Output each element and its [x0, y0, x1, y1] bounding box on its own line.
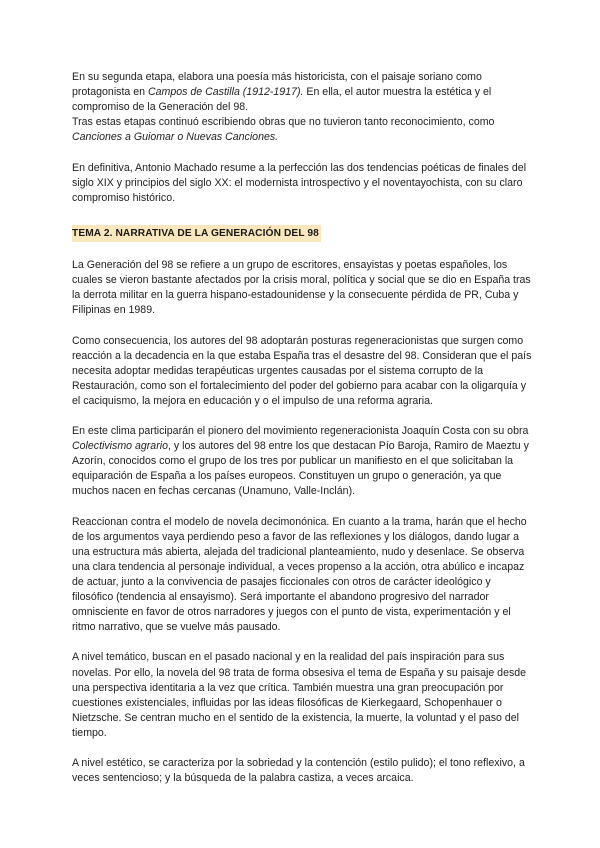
paragraph-regeneracionismo: Como consecuencia, los autores del 98 adoptarán posturas regeneracionistas que surgen como reacción a la decadencia en la que estaba España tras el desastre del 98. Consideran que el país necesita adoptar medidas terapéuticas urgentes causadas por el sistema corrupto de la Restauración, como son el fortalecimiento del poder del gobierno para acabar con la oligarquía y el caciquismo, la mejora en educación y o el impulso de una reforma agraria. [72, 334, 532, 407]
paragraph-en-definitiva: En definitiva, Antonio Machado resume a la perfección las dos tendencias poéticas de finales del siglo XIX y principios del siglo XX: el modernista introspectivo y el noventayochista, con su claro compromiso histórico. [72, 161, 527, 204]
paragraph-nivel-tematico: A nivel temático, buscan en el pasado nacional y en la realidad del país inspiración para sus novelas. Por ello, la novela del 98 trata de forma obsesiva el tema de España y su paisaje desde una perspectiva identitaria a la vez que crítica. También muestra una gran preocupación por cuestiones existenciales, influidas por las ideas filosóficas de Kierkegaard, Schopenhauer o Nietzsche. Se centran mucho en el sentido de la existencia, la muerte, la voluntad y el paso del tiempo. [72, 651, 527, 739]
document-body [72, 70, 532, 801]
paragraph-text: En este clima participarán el pionero del movimiento regeneracionista Joaquín Costa con su obra [72, 425, 529, 438]
book-title-campos-de-castilla: Campos de Castilla (1912-1917). [147, 86, 304, 99]
paragraph-nivel-estetico: A nivel estético, se caracteriza por la sobriedad y la contención (estilo pulido); el tono reflexivo, a veces sentencioso; y la búsqueda de la palabra castiza, a veces arcaica. [72, 757, 525, 785]
paragraph-segunda-etapa [72, 70, 532, 115]
paragraph-text: , y los autores del 98 entre los que destacan Pío Baroja, Ramiro de Maeztu y Azorín, conocidos como el grupo de los tres por publicar un manifiesto en el que solicitaban la equiparación de España a los países europeos. Constituyen un grupo o generación, ya que muchos nacen en fechas cercanas (Unamuno, Valle-Inclán). [72, 440, 529, 498]
paragraph-otras-etapas [72, 115, 532, 145]
paragraph-text: En ella, el autor muestra la estética y el compromiso de la Generación del 98. [72, 86, 492, 114]
section-heading-tema-2: TEMA 2. NARRATIVA DE LA GENERACIÓN DEL 98 [72, 225, 321, 242]
book-titles-canciones: Canciones a Guiomar o Nuevas Canciones. [72, 131, 279, 144]
paragraph-generacion-98-intro: La Generación del 98 se refiere a un grupo de escritores, ensayistas y poetas españoles, los cuales se vieron bastante afectados por la crisis moral, política y social que se dio en España tras la derrota militar en la guerra hispano-estadounidense y la consecuente pérdida de PR, Cuba y Filipinas en 1989. [72, 259, 531, 317]
paragraph-text: En su segunda etapa, elabora una poesía más historicista, con el paisaje soriano como protagonista en [72, 71, 482, 99]
paragraph-novela-decimononica: Reaccionan contra el modelo de novela decimonónica. En cuanto a la trama, harán que el hecho de los argumentos vaya perdiendo peso a favor de las reflexiones y los diálogos, dando lugar a una estructura más abierta, alejada del tradicional planteamiento, nudo y desenlace. Se observa una clara tendencia al personaje individual, a veces propenso a la acción, otra abúlico e incapaz de actuar, junto a la convivencia de pasajes ficcionales con otros de carácter ideológico y filosófico (tendencia al ensayismo). Será importante el abandono progresivo del narrador omnisciente en favor de otros narradores y juegos con el punto de vista, experimentación y el ritmo narrativo, que se vuelve más pausado. [72, 515, 527, 634]
book-title-colectivismo-agrario: Colectivismo agrario [72, 440, 168, 453]
paragraph-text: Tras estas etapas continuó escribiendo obras que no tuvieron tanto reconocimiento, como [72, 116, 495, 129]
paragraph-joaquin-costa [72, 424, 532, 499]
